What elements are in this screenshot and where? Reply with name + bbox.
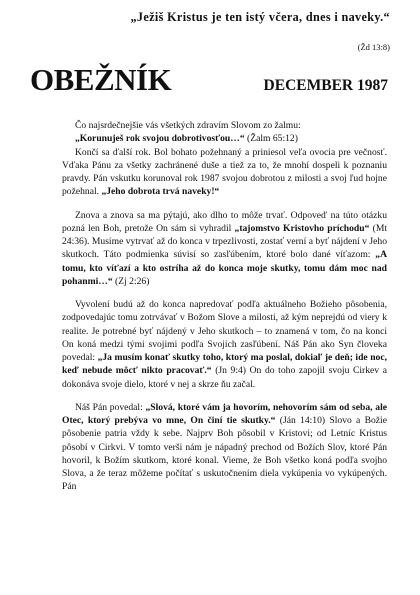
bold-quote: „A tomu, kto víťazí a kto ostríha až do konca moje skutky, tomu dám moc nad pohanmi…“ bbox=[62, 249, 387, 287]
paragraph-greeting bbox=[62, 119, 387, 132]
paragraph-text: (Jn 9:4) On do toho zapojil svoju Cirkev a dokonáva svoje dielo, ktoré v nej a skrze ňu začal. bbox=[62, 365, 387, 390]
motto-reference: (Žd 13:8) bbox=[357, 42, 390, 52]
paragraph-psalm bbox=[62, 132, 387, 145]
paragraph-text: Vyvolení budú až do konca napredovať podľa aktuálneho Božieho pôsobenia, zodpovedajúc tomu zotrvávať v Božom Slove a milosti, až kým neprejdú od viery k realite. Je potrebné byť nájdený v Jeho skutkoch – to znamená v tom, čo na konci On koná medzi tými svojimi podľa Svojich zasľúbení. Náš Pán ako Syn človeka povedal: bbox=[62, 299, 387, 363]
paragraph-text: Náš Pán povedal: bbox=[75, 401, 146, 413]
paragraph-text: (Ján 14:10) Slovo a Božie pôsobenie patria vždy k sebe. Najprv Boh pôsobil v Kristovi; od Letníc Kristus pôsobí v Cirkvi. V tomto verši nám je nápadný prechod od Božích Slov, ktoré Pán hovoril, k Božím skutkom, ktoré konal. Vieme, že Boh všetko koná podľa svojho Slova, a že teraz môžeme počítať s uskutočnením diela vykúpenia vo vykúpených. Pán bbox=[62, 415, 387, 493]
paragraph-text: (Žalm 65:12) bbox=[244, 133, 298, 145]
paragraph-text: Končí sa ďalší rok. Bol bohato požehnaný a priniesol veľa ovocia pre večnosť. Vďaka Pánu za všetky zachránené duše a tiež za to, že mnohí dospeli k poznaniu pravdy. Pán vskutku korunoval rok 1987 svojou dobrotou z milosti a svoj ľud hojne požehnal. bbox=[62, 146, 387, 198]
bold-quote: „tajomstvo Kristovho príchodu“ bbox=[234, 222, 370, 234]
page-title: OBEŽNÍK bbox=[30, 62, 172, 97]
bold-quote: „Slová, ktoré vám ja hovorím, nehovorím sám od seba, ale Otec, ktorý prebýva vo mne, On činí tie skutky.“ bbox=[62, 401, 387, 426]
letter-body bbox=[62, 119, 387, 494]
paragraph-text: (Zj 2:26) bbox=[112, 275, 150, 287]
bold-quote: „Jeho dobrota trvá naveky!“ bbox=[101, 186, 220, 198]
issue-date: DECEMBER 1987 bbox=[263, 77, 388, 94]
paragraph-p1 bbox=[62, 146, 387, 199]
paragraph-text: Znova a znova sa ma pýtajú, ako dlho to môže trvať. Odpoveď na túto otázku pozná len Boh, pretože On sám si vyhradil bbox=[62, 209, 387, 234]
paragraph-p4 bbox=[62, 401, 387, 494]
header-motto: „Ježiš Kristus je ten istý včera, dnes i naveky.“ bbox=[130, 10, 390, 24]
paragraph-p3 bbox=[62, 298, 387, 391]
paragraph-text: Čo najsrdečnejšie vás všetkých zdravím Slovom zo žalmu: bbox=[75, 120, 301, 131]
bold-quote: „Ja musím konať skutky toho, ktorý ma poslal, dokiaľ je deň; ide noc, keď nebude môcť nikto pracovať.“ bbox=[62, 352, 387, 377]
bold-quote: „Korunuješ rok svojou dobrotivosťou…“ bbox=[75, 133, 245, 145]
paragraph-text: (Mt 24:36). Musíme vytrvať až do konca v trpezlivosti, zostať verní a byť nájdení v Jeho skutkoch. Táto podmienka súvisí so zasľúbením, ktoré bolo dané víťazom: bbox=[62, 222, 388, 261]
paragraph-p2 bbox=[62, 209, 387, 289]
